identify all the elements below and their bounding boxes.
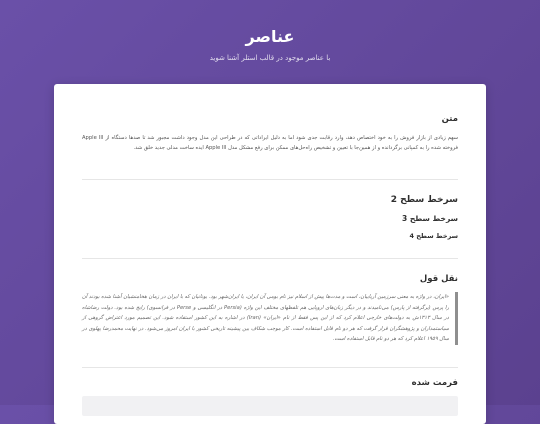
- headings-section: [82, 195, 458, 240]
- quote-section: [82, 274, 458, 345]
- section-divider: [82, 367, 458, 368]
- text-section: [82, 114, 458, 153]
- blockquote: «ایران، در واژه به معنی سرزمین آریاییان، است و مدت‌ها پیش از اسلام نیز نام بومی آن ایران، یا ایران‌شهر بود. یونانیان که با ایران در زمان هخامنشیان آشنا شده بودند آن را پرس (برگرفته از پارس) می‌نامیدند و در دیگر زبان‌های اروپایی هم تلفظهای مختلف این واژه (Persia در انگلیسی و Perse در فرانسوی) رایج شده بود. دولت رضاشاه در سال ۱۳۱۳ش به دولت‌های خارجی اعلام کرد که از این پس فقط از نام «ایران» (Iran) در اشاره به این کشور استفاده شود. این تصمیم مورد اعتراض گروهی از سیاستمداران و پژوهشگران قرار گرفت که هر دو نام قابل استفاده است. کار موجب شکاف بین پیشینه تاریخی کشور با ایران امروز می‌شود. در نهایت محمدرضا پهلوی در سال ۱۹۵۹ اعلام کرد که هر دو نام قابل استفاده است.: [82, 292, 458, 345]
- text-section-body: سهم زیادی از بازار فروش را به خود اختصاص دهد، وارد رقابت جدی شود اما به دلیل ایراداتی که در طراحی این مدل وجود داشت مجبور شد تا صدها دستگاه از Apple III فروخته شده را به کمپانی برگردانده و از همین‌جا با تعیین و تشخیص راه‌حل‌های ممکن برای رفع مشکل مدل Apple III ایده ساخت مدلی جدید خلق شد.: [82, 135, 458, 151]
- page-subtitle: با عناصر موجود در قالب استلر آشنا شوید: [209, 54, 331, 62]
- heading-level-3: سرخط سطح 3: [401, 214, 458, 223]
- heading-level-2: سرخط سطح 2: [390, 195, 458, 205]
- section-divider: [82, 258, 458, 259]
- section-divider: [82, 179, 458, 180]
- page-header: [0, 0, 540, 84]
- content-card: [54, 84, 486, 424]
- preformatted-code-block: [82, 396, 458, 416]
- page-title: عناصر: [245, 27, 295, 46]
- text-section-title: متن: [441, 114, 458, 124]
- preformatted-section-title: فرمت شده: [411, 378, 458, 388]
- heading-level-4: سرخط سطح 4: [409, 232, 458, 240]
- preformatted-section: [82, 378, 458, 388]
- quote-section-title: نقل قول: [419, 274, 458, 284]
